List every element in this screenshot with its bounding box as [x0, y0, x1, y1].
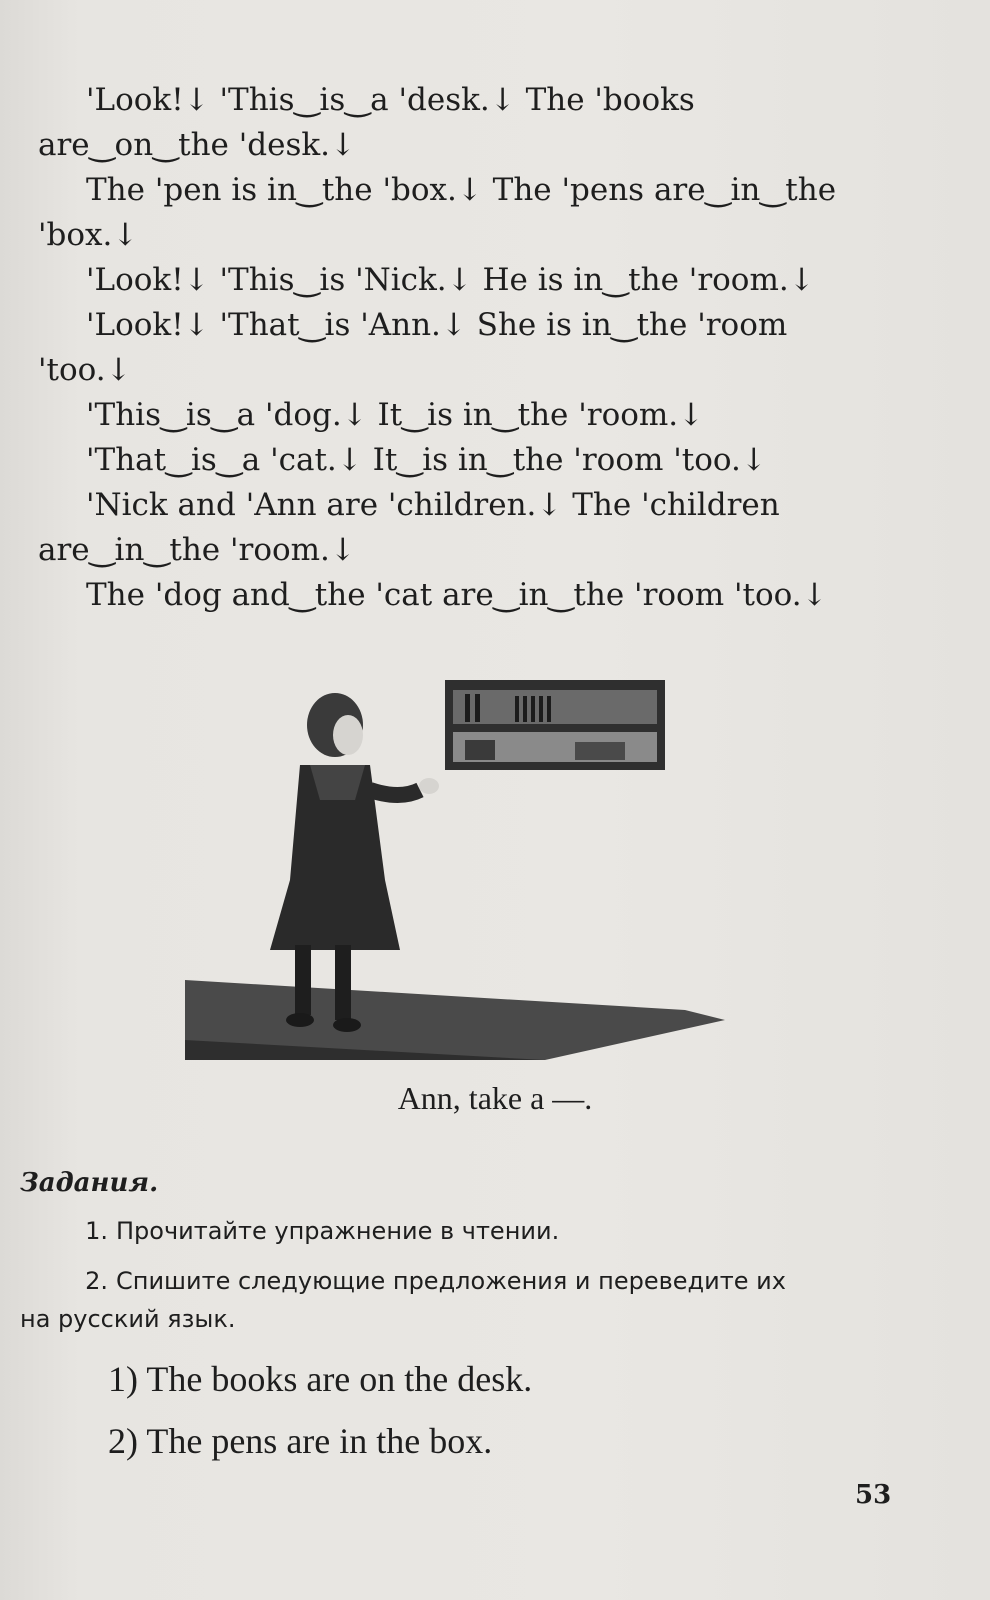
task-item [20, 1212, 890, 1250]
reading-line: are‿in‿the 'room.↓ [38, 532, 356, 568]
example-sentence [108, 1420, 492, 1462]
illustration-caption: Ann, take a —. [397, 1080, 593, 1116]
task-item [20, 1262, 890, 1338]
reading-line: 'This‿is‿a 'dog.↓ It‿is in‿the 'room.↓ [86, 397, 705, 433]
sentence-number: 2) [108, 1421, 138, 1461]
reading-line: 'Look!↓ 'This‿is 'Nick.↓ He is in‿the 'room.↓ [86, 262, 815, 298]
page-number: 53 [855, 1480, 892, 1510]
reading-line: The 'dog and‿the 'cat are‿in‿the 'room 'too.↓ [86, 577, 828, 613]
reading-line: 'box.↓ [38, 217, 139, 253]
sentence-number: 1) [108, 1359, 138, 1399]
reading-line: are‿on‿the 'desk.↓ [38, 127, 356, 163]
sentence-text: The pens are in the box. [146, 1421, 493, 1461]
reading-line: 'That‿is‿a 'cat.↓ It‿is in‿the 'room 'too.↓ [86, 442, 767, 478]
girl-figure [270, 693, 439, 1032]
task-number: 1. [85, 1217, 108, 1245]
reading-line: 'Look!↓ 'This‿is‿a 'desk.↓ The 'books [86, 82, 695, 118]
task-text-continued: на русский язык. [20, 1305, 236, 1333]
tasks-heading: Задания. [20, 1168, 159, 1198]
reading-exercise [38, 78, 878, 618]
example-sentence [108, 1358, 532, 1400]
task-text: Спишите следующие предложения и переведите их [116, 1267, 786, 1295]
task-text: Прочитайте упражнение в чтении. [116, 1217, 560, 1245]
sentence-text: The books are on the desk. [146, 1359, 533, 1399]
bookshelf [445, 680, 665, 770]
reading-line: 'Look!↓ 'That‿is 'Ann.↓ She is in‿the 'room [86, 307, 788, 343]
reading-line: 'Nick and 'Ann are 'children.↓ The 'children [86, 487, 780, 523]
reading-line: The 'pen is in‿the 'box.↓ The 'pens are‿in‿the [86, 172, 837, 208]
task-number: 2. [85, 1267, 108, 1295]
reading-line: 'too.↓ [38, 352, 132, 388]
girl-and-bookshelf-illustration [185, 680, 725, 1085]
